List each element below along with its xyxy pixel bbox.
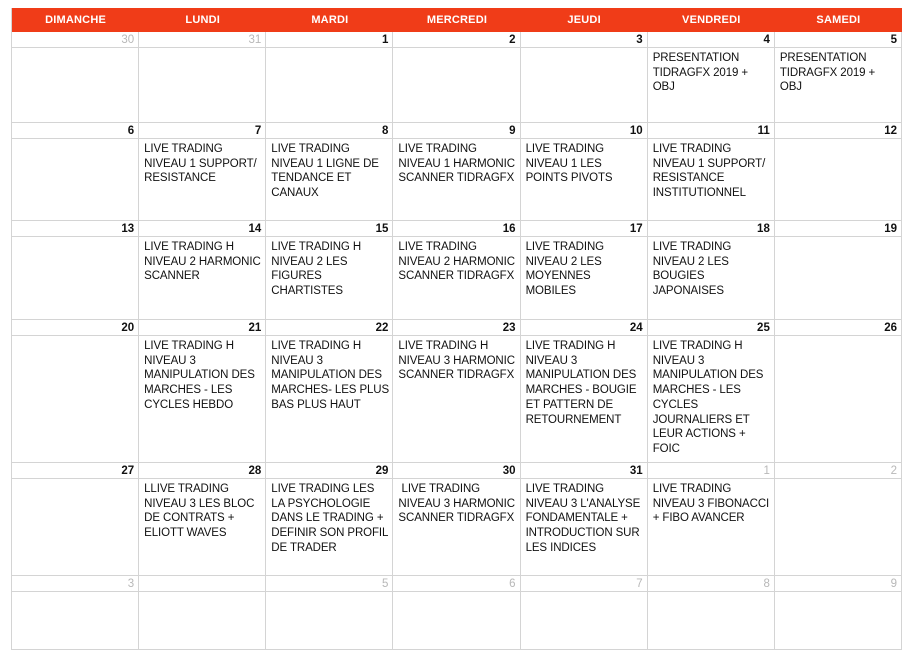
event-text: LIVE TRADING NIVEAU 1 LIGNE DE TENDANCE ET CANAUX	[271, 143, 382, 200]
day-cell[interactable]	[12, 320, 139, 463]
event-text: LIVE TRADING NIVEAU 1 SUPPORT/ RESISTANCE INSTITUTIONNEL	[652, 143, 769, 200]
event-text: LIVE TRADING NIVEAU 3 FIBONACCI + FIBO AVANCER	[652, 483, 773, 525]
day-cell[interactable]	[648, 32, 775, 123]
date-header	[393, 576, 519, 592]
event-text	[775, 336, 901, 339]
date-header	[139, 576, 265, 592]
week-row	[12, 463, 902, 576]
date-number: 3	[127, 577, 135, 590]
event-text: LIVE TRADING H NIVEAU 3 MANIPULATION DES MARCHES - LES CYCLES JOURNALIERS ET LEUR ACTIONS + FOIC	[652, 340, 767, 455]
date-header	[775, 123, 901, 139]
date-number: 17	[629, 222, 643, 235]
event-text	[393, 592, 519, 595]
date-number: 2	[509, 33, 516, 46]
event-text: LIVE TRADING H NIVEAU 3 MANIPULATION DES MARCHES - BOUGIE ET PATTERN DE RETOURNEMENT	[525, 340, 640, 426]
week-row	[12, 221, 902, 320]
date-header	[139, 32, 265, 48]
event-text	[393, 48, 519, 51]
date-header	[266, 463, 392, 479]
date-number: 14	[248, 222, 262, 235]
day-cell[interactable]	[393, 576, 520, 650]
day-cell[interactable]	[648, 320, 775, 463]
day-cell[interactable]	[139, 463, 266, 576]
day-cell[interactable]	[775, 32, 902, 123]
date-number: 2	[890, 464, 897, 477]
date-number: 25	[757, 321, 770, 334]
header-jeudi: JEUDI	[567, 14, 601, 26]
date-header	[266, 123, 392, 139]
date-header	[266, 32, 392, 48]
date-header	[521, 123, 647, 139]
date-header	[393, 463, 519, 479]
day-cell[interactable]	[12, 576, 139, 650]
event-text: LIVE TRADING H NIVEAU 2 LES FIGURES CHARTISTES	[271, 241, 365, 298]
day-cell[interactable]	[648, 576, 775, 650]
day-cell[interactable]	[648, 123, 775, 221]
date-header	[393, 320, 519, 336]
day-cell[interactable]	[521, 463, 648, 576]
date-number: 27	[121, 464, 135, 477]
date-number: 13	[121, 222, 135, 235]
date-number: 7	[254, 124, 262, 137]
event-text: LIVE TRADING NIVEAU 1 HARMONIC SCANNER TIDRAGFX	[398, 143, 519, 185]
day-cell[interactable]	[393, 463, 520, 576]
day-cell[interactable]	[393, 320, 520, 463]
date-number: 5	[890, 33, 897, 46]
date-header	[648, 32, 774, 48]
date-header	[266, 320, 392, 336]
event-text	[12, 237, 138, 240]
month-calendar	[11, 8, 902, 650]
date-header	[521, 576, 647, 592]
date-number: 6	[127, 124, 135, 137]
date-header	[775, 576, 901, 592]
day-cell[interactable]	[12, 32, 139, 123]
date-number: 9	[890, 577, 897, 590]
date-header	[12, 320, 138, 336]
date-header	[775, 32, 901, 48]
header-samedi: SAMEDI	[816, 14, 861, 26]
date-number: 4	[763, 33, 770, 46]
event-text: LIVE TRADING H NIVEAU 3 MANIPULATION DES MARCHES - LES CYCLES HEBDO	[144, 340, 258, 411]
date-header	[521, 463, 647, 479]
event-text	[775, 139, 901, 142]
date-number: 8	[382, 124, 389, 137]
date-header	[393, 221, 519, 237]
day-cell[interactable]	[775, 123, 902, 221]
event-text	[266, 592, 392, 595]
date-number: 30	[121, 33, 135, 46]
date-number: 22	[375, 321, 389, 334]
event-text	[139, 592, 265, 595]
day-cell[interactable]	[393, 221, 520, 320]
weekday-header-row	[12, 8, 902, 32]
header-vendredi: VENDREDI	[682, 14, 741, 26]
day-cell[interactable]	[775, 320, 902, 463]
date-header	[12, 463, 138, 479]
date-header	[648, 123, 774, 139]
date-header	[648, 463, 774, 479]
day-cell[interactable]	[139, 320, 266, 463]
event-text: LIVE TRADING H NIVEAU 2 HARMONIC SCANNER	[144, 241, 264, 283]
date-number: 1	[382, 33, 389, 46]
date-header	[139, 123, 265, 139]
event-text	[648, 592, 774, 595]
event-text	[775, 592, 901, 595]
event-text: LIVE TRADING NIVEAU 2 HARMONIC SCANNER TIDRAGFX	[398, 241, 519, 283]
day-cell[interactable]	[393, 123, 520, 221]
event-text: LIVE TRADING NIVEAU 2 LES MOYENNES MOBILES	[525, 241, 608, 298]
header-lundi: LUNDI	[185, 14, 221, 26]
day-cell[interactable]	[775, 221, 902, 320]
date-number: 12	[884, 124, 897, 137]
event-text	[521, 48, 647, 51]
day-cell[interactable]	[648, 463, 775, 576]
date-number: 28	[248, 464, 262, 477]
date-number: 21	[248, 321, 262, 334]
date-number: 24	[629, 321, 643, 334]
event-text	[12, 592, 138, 595]
day-cell[interactable]	[12, 463, 139, 576]
date-number: 5	[382, 577, 389, 590]
date-header	[521, 221, 647, 237]
date-header	[12, 32, 138, 48]
date-number: 6	[509, 577, 516, 590]
day-cell[interactable]	[521, 32, 648, 123]
date-number: 7	[636, 577, 643, 590]
week-row	[12, 320, 902, 463]
date-number: 31	[629, 464, 643, 477]
day-cell[interactable]	[139, 221, 266, 320]
date-header	[521, 32, 647, 48]
day-cell[interactable]	[393, 32, 520, 123]
week-row	[12, 32, 902, 123]
date-number: 20	[121, 321, 135, 334]
day-cell[interactable]	[266, 221, 393, 320]
day-cell[interactable]	[521, 320, 648, 463]
event-text	[775, 237, 901, 240]
date-number: 8	[763, 577, 770, 590]
day-cell[interactable]	[139, 32, 266, 123]
date-header	[139, 320, 265, 336]
date-header	[12, 123, 138, 139]
event-text: LIVE TRADING NIVEAU 1 LES POINTS PIVOTS	[525, 143, 613, 185]
date-header	[12, 221, 138, 237]
day-cell[interactable]	[139, 123, 266, 221]
day-cell[interactable]	[521, 123, 648, 221]
event-text	[775, 479, 901, 482]
event-text: PRESENTATION TIDRAGFX 2019 + OBJ	[779, 52, 879, 94]
date-header	[393, 32, 519, 48]
day-cell[interactable]	[648, 221, 775, 320]
date-header	[266, 576, 392, 592]
day-cell[interactable]	[775, 463, 902, 576]
header-mardi: MARDI	[311, 14, 349, 26]
event-text: LIVE TRADING NIVEAU 3 L'ANALYSE FONDAMENTALE + INTRODUCTION SUR LES INDICES	[525, 483, 644, 554]
date-number: 1	[763, 464, 770, 477]
date-header	[648, 221, 774, 237]
date-header	[775, 320, 901, 336]
event-text	[139, 48, 265, 51]
day-cell[interactable]	[12, 221, 139, 320]
day-cell[interactable]	[775, 576, 902, 650]
event-text	[12, 479, 138, 482]
event-text	[266, 48, 392, 51]
date-header	[139, 221, 265, 237]
date-header	[266, 221, 392, 237]
day-cell[interactable]	[266, 463, 393, 576]
day-cell[interactable]	[139, 576, 266, 650]
event-text	[12, 139, 138, 142]
calendar-weeks	[12, 32, 902, 650]
date-header	[12, 576, 138, 592]
date-number: 19	[884, 222, 897, 235]
date-number: 11	[757, 124, 770, 137]
date-number: 16	[502, 222, 516, 235]
date-header	[139, 463, 265, 479]
day-cell[interactable]	[521, 576, 648, 650]
date-number: 18	[757, 222, 770, 235]
event-text: LIVE TRADING LES LA PSYCHOLOGIE DANS LE TRADING + DEFINIR SON PROFIL DE TRADER	[271, 483, 392, 554]
day-cell[interactable]	[266, 32, 393, 123]
event-text	[12, 48, 138, 51]
week-row	[12, 123, 902, 221]
event-text	[521, 592, 647, 595]
date-number: 3	[636, 33, 643, 46]
date-number: 31	[248, 33, 262, 46]
event-text: LIVE TRADING NIVEAU 1 SUPPORT/ RESISTANCE	[144, 143, 260, 185]
date-header	[648, 576, 774, 592]
header-mercredi: MERCREDI	[426, 14, 488, 26]
event-text: LIVE TRADING NIVEAU 2 LES BOUGIES JAPONAISES	[652, 241, 735, 298]
header-dimanche: DIMANCHE	[45, 14, 107, 26]
day-cell[interactable]	[521, 221, 648, 320]
date-header	[393, 123, 519, 139]
date-number: 10	[629, 124, 643, 137]
day-cell[interactable]	[266, 320, 393, 463]
date-number: 26	[884, 321, 897, 334]
date-number: 29	[375, 464, 389, 477]
week-row	[12, 576, 902, 650]
day-cell[interactable]	[266, 123, 393, 221]
event-text: LIVE TRADING H NIVEAU 3 HARMONIC SCANNER TIDRAGFX	[398, 340, 519, 382]
date-header	[775, 463, 901, 479]
event-text: LIVE TRADING NIVEAU 3 HARMONIC SCANNER TIDRAGFX	[398, 483, 519, 525]
day-cell[interactable]	[12, 123, 139, 221]
date-header	[775, 221, 901, 237]
event-text: LLIVE TRADING NIVEAU 3 LES BLOC DE CONTRATS + ELIOTT WAVES	[144, 483, 258, 540]
date-number: 15	[375, 222, 389, 235]
day-cell[interactable]	[266, 576, 393, 650]
date-number: 30	[502, 464, 516, 477]
event-text: PRESENTATION TIDRAGFX 2019 + OBJ	[652, 52, 752, 94]
date-header	[648, 320, 774, 336]
date-header	[521, 320, 647, 336]
event-text: LIVE TRADING H NIVEAU 3 MANIPULATION DES MARCHES- LES PLUS BAS PLUS HAUT	[271, 340, 393, 411]
date-number: 23	[502, 321, 516, 334]
date-number: 9	[509, 124, 516, 137]
event-text	[12, 336, 138, 339]
